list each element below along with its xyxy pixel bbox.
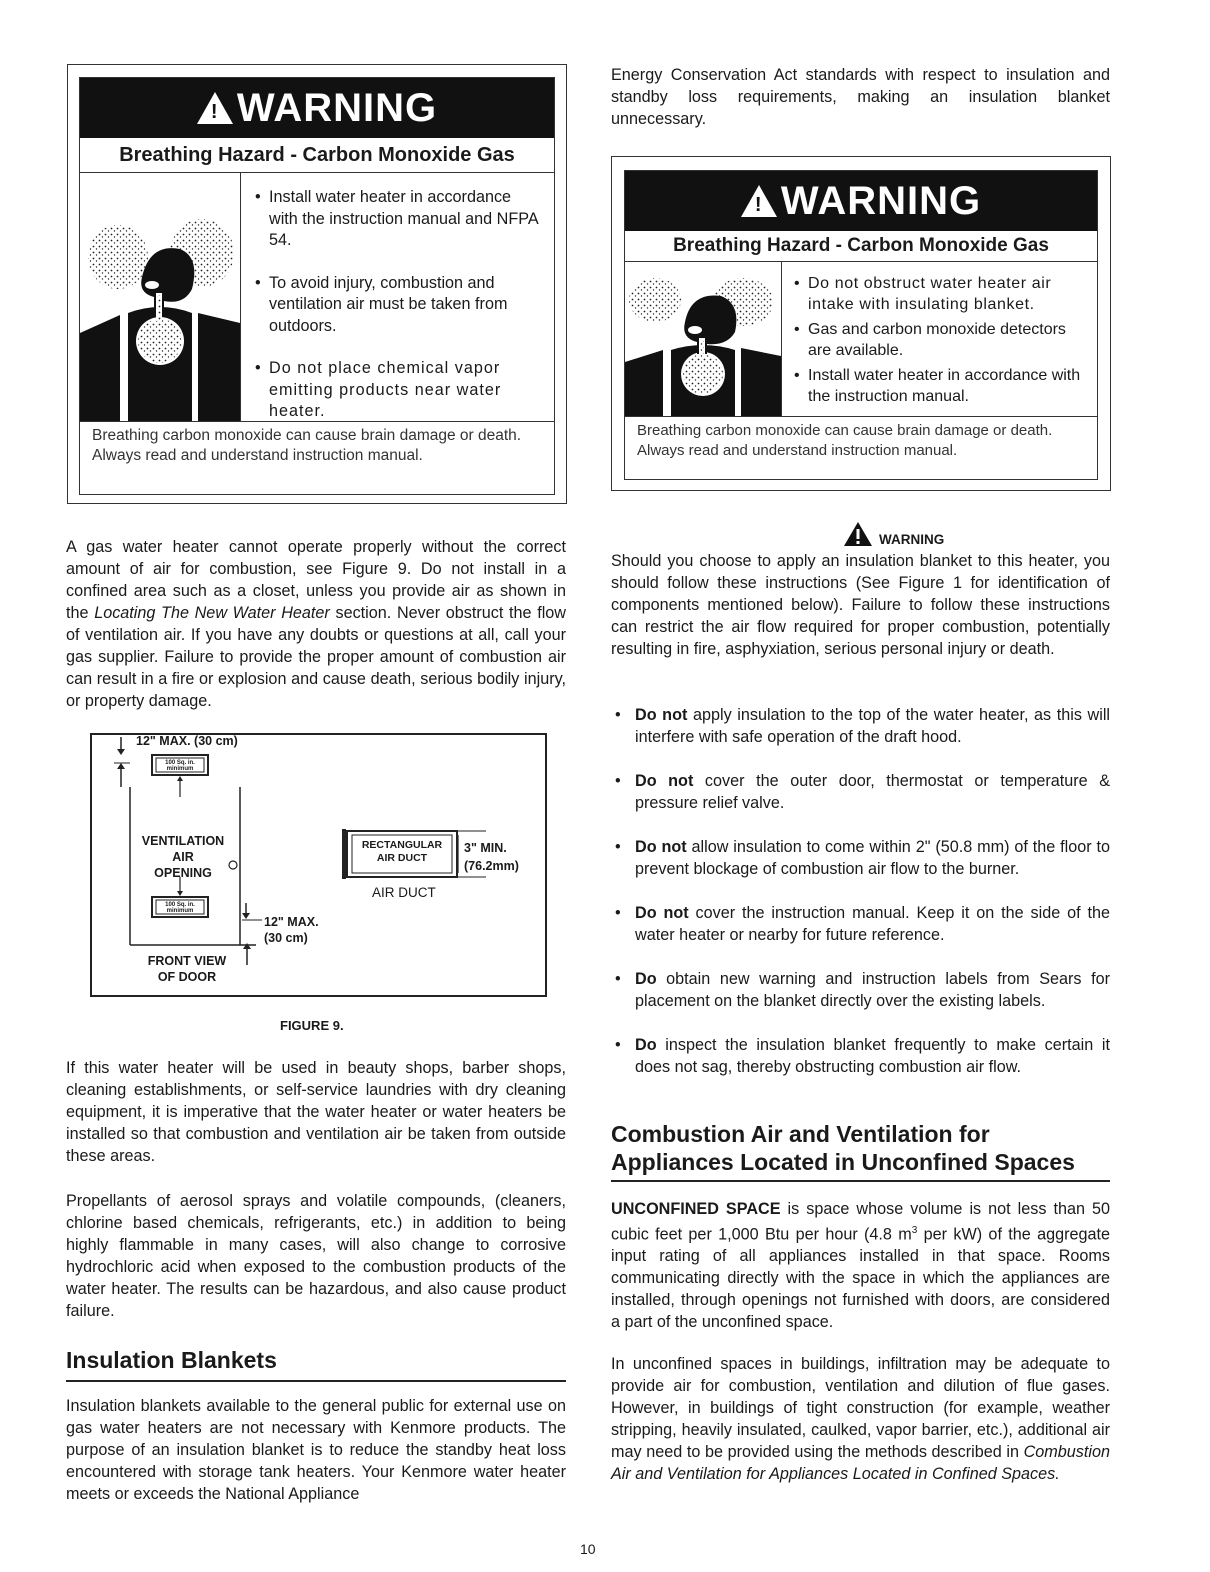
breathing-hazard-icon [625, 262, 782, 416]
warning-banner [625, 171, 1097, 231]
warning-triangle-icon: ! [741, 185, 777, 217]
bottom-max-label: 12" MAX. (30 cm) [264, 915, 319, 945]
hazard-footnote: Breathing carbon monoxide can cause brain damage or death. Always read and understand instruction manual. [637, 422, 1053, 459]
insulation-instructions-paragraph: Should you choose to apply an insulation blanket to this heater, you should follow these instructions (See Figure 1 for identification of components mentioned below). Failure to follow these instructions can restrict the air flow required for proper combustion, potentially resulting in fire, asphyxiation, serious personal injury or death. [611, 552, 1110, 658]
vent-size-label-top: 100 Sq. in. minimum [165, 760, 195, 772]
front-view-label: FRONT VIEW OF DOOR [147, 954, 227, 984]
vent-size-label-bottom: 100 Sq. in. minimum [165, 902, 195, 914]
list-item: • Do not apply insulation to the top of the water heater, as this will interfere with safe operation of the draft hood. [611, 704, 1110, 748]
warning-triangle-icon [843, 521, 873, 547]
insulation-blankets-heading: Insulation Blankets [66, 1347, 277, 1373]
warning-banner-text: WARNING [780, 178, 982, 223]
hazard-bullet: • Gas and carbon monoxide detectors are available. [792, 320, 1087, 361]
hazard-bullet: • Install water heater in accordance with the instruction manual and NFPA 54. [253, 187, 542, 252]
warning-box-2 [611, 156, 1111, 491]
page-number: 10 [580, 1541, 596, 1557]
unconfined-space-definition: UNCONFINED SPACE is space whose volume is not less than 50 cubic feet per 1,000 Btu per hour (4.8 $m^3$ per kW) of the aggregate input rating of all appliances installed in that space. Rooms communicating directly with the space in which the appliances are installed, through openings not furnished with doors, are considered a part of the unconfined space. [611, 1200, 1110, 1332]
list-item: • Do not cover the instruction manual. Keep it on the side of the water heater or nearby for future reference. [611, 902, 1110, 946]
beauty-shops-paragraph: If this water heater will be used in beauty shops, barber shops, cleaning establishments, or self-service laundries with dry cleaning equipment, it is imperative that the water heater or water heaters be installed so that combustion and ventilation air be taken from outside these areas. [66, 1059, 566, 1165]
figure-9 [90, 733, 547, 997]
hazard-subtitle: Breathing Hazard - Carbon Monoxide Gas [80, 138, 554, 173]
breathing-hazard-icon [80, 173, 241, 421]
warning-banner [80, 78, 554, 138]
small-warning-label: WARNING [843, 521, 944, 547]
hazard-bullet: • To avoid injury, combustion and ventilation air must be taken from outdoors. [253, 273, 542, 338]
warning-banner-text: WARNING [236, 85, 438, 130]
figure-caption: FIGURE 9. [280, 1018, 344, 1033]
list-item: • Do not allow insulation to come within 2" (50.8 mm) of the floor to prevent blockage of combustion air flow to the burner. [611, 836, 1110, 880]
rectangular-duct-label: RECTANGULAR AIR DUCT [361, 839, 443, 864]
hazard-bullet: • Do not place chemical vapor emitting products near water heater. [253, 358, 542, 423]
insulation-do-list [611, 704, 1110, 1100]
warning-triangle-icon: ! [197, 92, 233, 124]
hazard-subtitle: Breathing Hazard - Carbon Monoxide Gas [625, 231, 1097, 262]
top-max-label: 12" MAX. (30 cm) [136, 734, 238, 748]
duct-min-label: 3" MIN. (76.2mm) [464, 841, 519, 873]
list-item: • Do inspect the insulation blanket frequently to make certain it does not sag, thereby obstructing combustion air flow. [611, 1034, 1110, 1078]
air-duct-label: AIR DUCT [372, 885, 436, 900]
infiltration-paragraph: In unconfined spaces in buildings, infiltration may be adequate to provide air for combustion, ventilation and dilution of flue gases. However, in buildings of tight construction (for example, weather stripping, heavily insulated, caulked, vapor barrier, etc.), additional air may need to be provided using the methods described in Combustion Air and Ventilation for Appliances Located in Confined Spaces. [611, 1355, 1110, 1483]
list-item: • Do not cover the outer door, thermostat or temperature & pressure relief valve. [611, 770, 1110, 814]
hazard-bullet: • Install water heater in accordance with the instruction manual. [792, 366, 1087, 407]
energy-conservation-paragraph: Energy Conservation Act standards with respect to insulation and standby loss requirements, making an insulation blanket unnecessary. [611, 66, 1110, 128]
warning-box-1 [67, 64, 567, 504]
hazard-bullet: • Do not obstruct water heater air intake with insulating blanket. [792, 274, 1087, 315]
list-item: • Do obtain new warning and instruction labels from Sears for placement on the blanket directly over the existing labels. [611, 968, 1110, 1012]
combustion-air-paragraph: A gas water heater cannot operate properly without the correct amount of air for combustion, see Figure 9. Do not install in a confined area such as a closet, unless you provide air as shown in the Locating The New Water Heater section. Never obstruct the flow of ventilation air. If you have any doubts or questions at all, call your gas supplier. Failure to provide the proper amount of combustion air can result in a fire or explosion and cause death, serious bodily injury, or property damage. [66, 538, 566, 710]
hazard-footnote: Breathing carbon monoxide can cause brain damage or death. Always read and understand instruction manual. [92, 427, 522, 464]
ventilation-air-opening-label: VENTILATION AIR OPENING [141, 834, 225, 880]
aerosol-paragraph: Propellants of aerosol sprays and volatile compounds, (cleaners, chlorine based chemicals, refrigerants, etc.) in addition to being highly flammable in many cases, will also change to corrosive hydrochloric acid when exposed to the combustion products of the water heater. The results can be hazardous, and also cause product failure. [66, 1192, 566, 1320]
insulation-paragraph: Insulation blankets available to the general public for external use on gas water heaters are not necessary with Kenmore products. The purpose of an insulation blanket is to reduce the standby heat loss encountered with storage tank heaters. Your Kenmore water heater meets or exceeds the National Appliance [66, 1397, 566, 1503]
unconfined-spaces-heading: Combustion Air and Ventilation for Appliances Located in Unconfined Spaces [611, 1121, 1075, 1175]
